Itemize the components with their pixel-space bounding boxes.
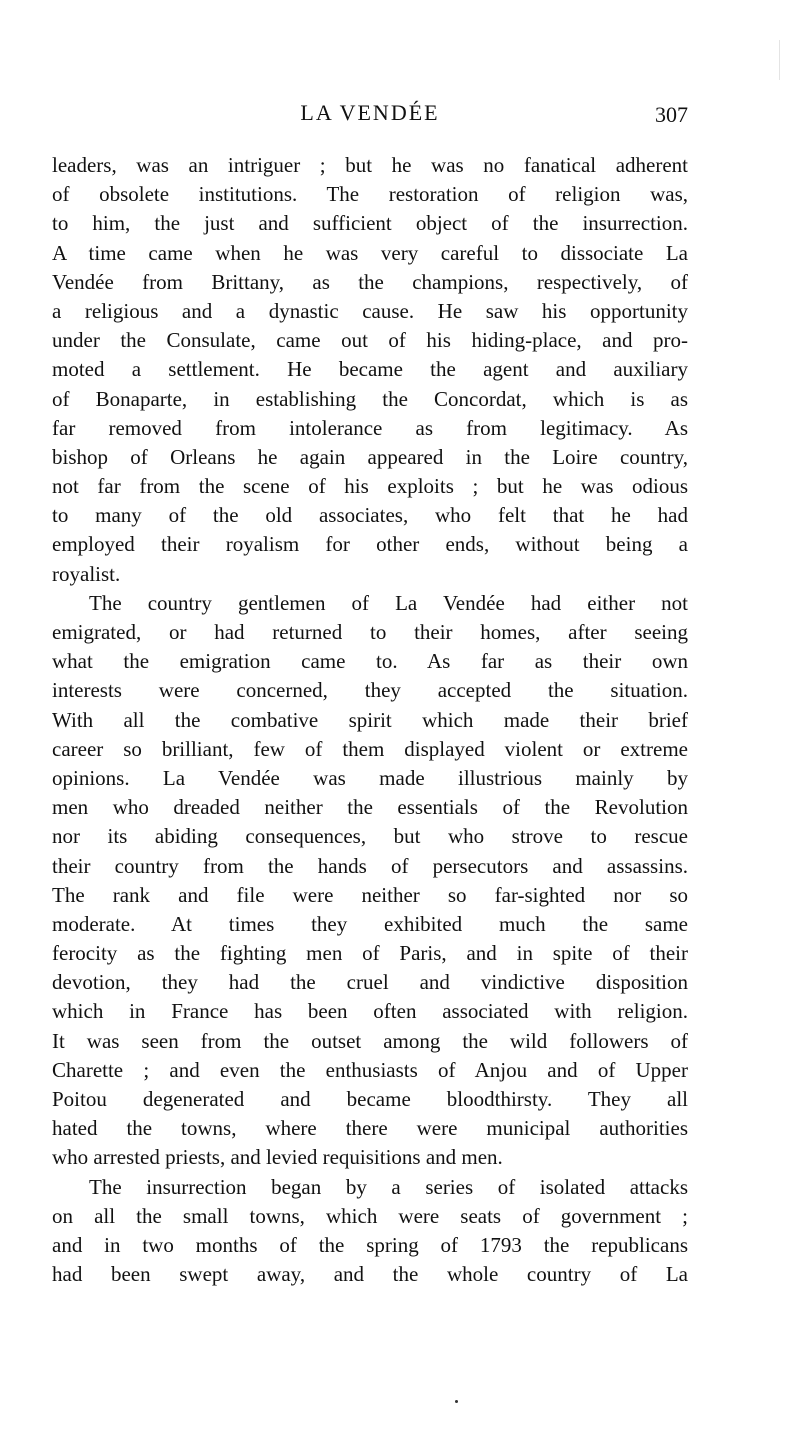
text-line: interests were concerned, they accepted the situation. — [52, 678, 688, 703]
text-line: royalist. — [52, 561, 121, 586]
text-line: on all the small towns, which were seats of government ; — [52, 1203, 688, 1228]
text-line: bishop of Orleans he again appeared in the Loire country, — [52, 444, 688, 469]
paragraph — [52, 589, 688, 1173]
scan-edge-mark — [779, 40, 780, 80]
text-line: to him, the just and sufficient object of the insurrection. — [52, 211, 688, 236]
text-line: The insurrection began by a series of isolated attacks — [89, 1174, 688, 1199]
text-line: men who dreaded neither the essentials of the Revolution — [52, 795, 688, 820]
text-line: leaders, was an intriguer ; but he was no fanatical adherent — [52, 153, 688, 177]
text-line: a religious and a dynastic cause. He saw his opportunity — [52, 298, 688, 323]
text-line: devotion, they had the cruel and vindictive disposition — [52, 970, 688, 995]
text-line: With all the combative spirit which made their brief — [52, 707, 688, 732]
paragraph — [52, 151, 688, 589]
text-line: Poitou degenerated and became bloodthirsty. They all — [52, 1087, 688, 1111]
text-line: emigrated, or had returned to their homes, after seeing — [52, 620, 688, 644]
running-title: LA VENDÉE — [300, 100, 440, 125]
page-number: 307 — [655, 102, 688, 127]
running-head — [52, 100, 688, 132]
text-line: had been swept away, and the whole country of La — [52, 1262, 688, 1287]
text-line: what the emigration came to. As far as their own — [52, 649, 688, 674]
text-line: to many of the old associates, who felt that he had — [52, 503, 688, 528]
body-text — [52, 151, 688, 1289]
text-line: The country gentlemen of La Vendée had either not — [89, 590, 688, 615]
text-line: under the Consulate, came out of his hiding-place, and pro- — [52, 328, 688, 353]
text-line: their country from the hands of persecutors and assassins. — [52, 853, 688, 878]
text-line: not far from the scene of his exploits ; but he was odious — [52, 474, 688, 499]
text-line: employed their royalism for other ends, without being a — [52, 532, 688, 557]
text-line: moted a settlement. He became the agent and auxiliary — [52, 357, 688, 382]
text-line: Vendée from Brittany, as the champions, respectively, of — [52, 269, 688, 294]
text-line: moderate. At times they exhibited much the same — [52, 911, 688, 936]
text-line: and in two months of the spring of 1793 the republicans — [52, 1232, 688, 1257]
text-line: far removed from intolerance as from legitimacy. As — [52, 415, 688, 440]
text-line: hated the towns, where there were municipal authorities — [52, 1116, 688, 1141]
text-line: nor its abiding consequences, but who strove to rescue — [52, 824, 688, 849]
text-line: which in France has been often associated with religion. — [52, 999, 688, 1024]
text-line: of Bonaparte, in establishing the Concordat, which is as — [52, 386, 688, 411]
text-line: A time came when he was very careful to dissociate La — [52, 240, 688, 265]
scan-speck — [455, 1400, 458, 1403]
text-line: Charette ; and even the enthusiasts of Anjou and of Upper — [52, 1057, 688, 1082]
text-line: who arrested priests, and levied requisitions and men. — [52, 1145, 503, 1170]
text-line: career so brilliant, few of them displayed violent or extreme — [52, 736, 688, 761]
text-line: It was seen from the outset among the wild followers of — [52, 1028, 688, 1053]
text-line: ferocity as the fighting men of Paris, and in spite of their — [52, 941, 688, 966]
text-line: opinions. La Vendée was made illustrious mainly by — [52, 765, 688, 790]
text-line: of obsolete institutions. The restoration of religion was, — [52, 182, 688, 207]
text-line: The rank and file were neither so far-sighted nor so — [52, 882, 688, 907]
paragraph — [52, 1173, 688, 1290]
